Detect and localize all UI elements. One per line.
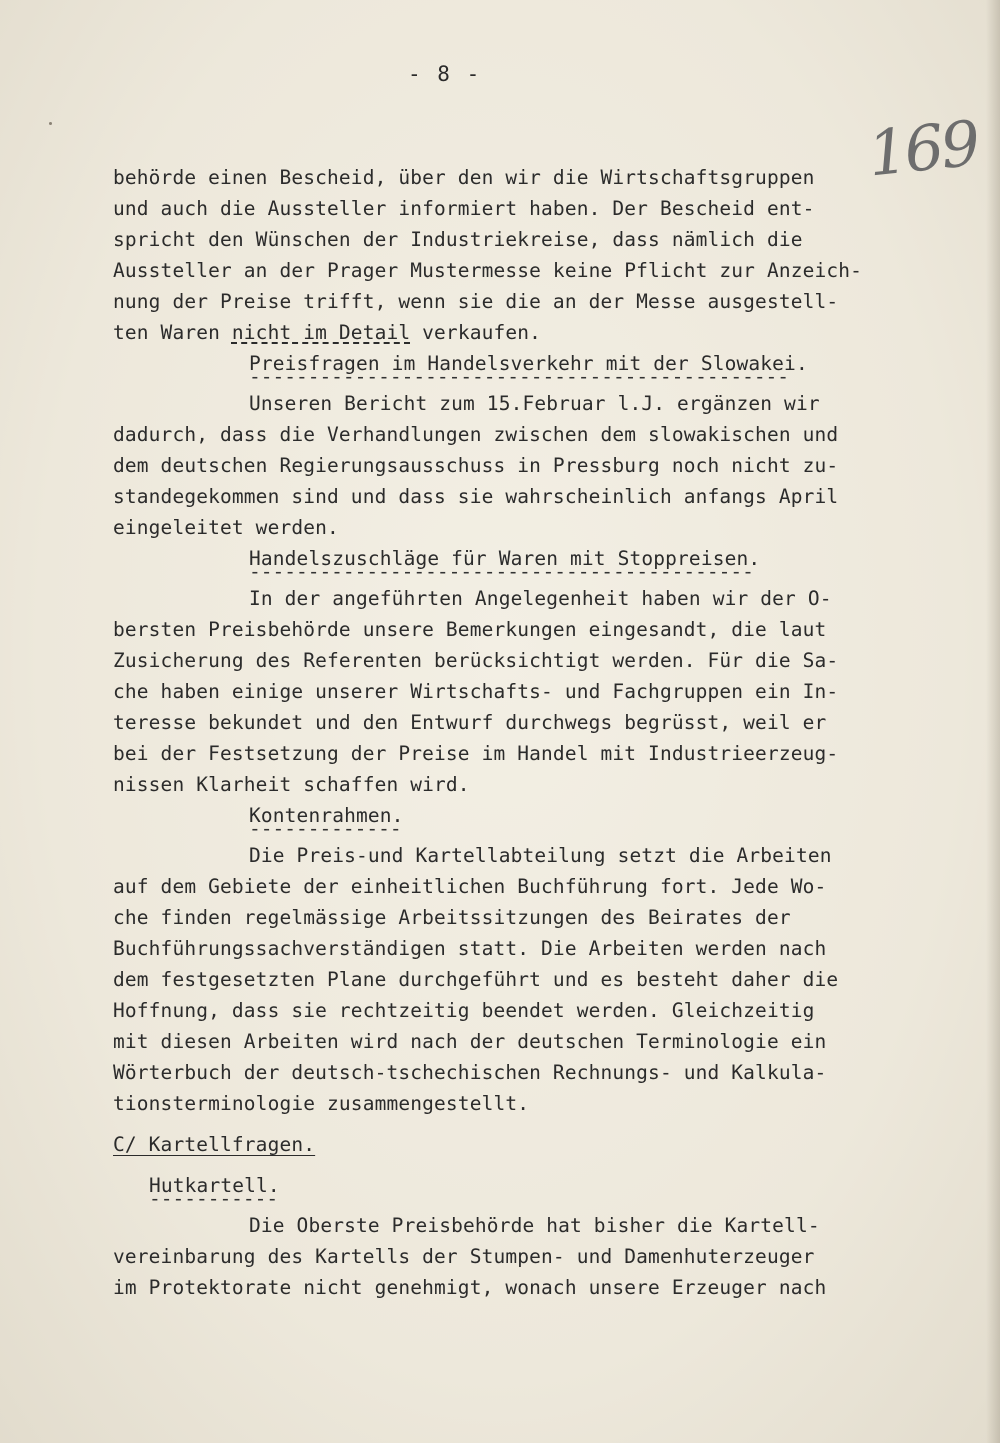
- text-line: bei der Festsetzung der Preise im Handel mit Industrieerzeug-: [113, 742, 839, 765]
- text-line: und auch die Aussteller informiert haben. Der Bescheid ent-: [113, 197, 815, 220]
- heading-underline: [113, 372, 893, 381]
- text-line: Die Preis-und Kartellabteilung setzt die Arbeiten: [249, 844, 832, 867]
- text-line: Buchführungssachverständigen statt. Die Arbeiten werden nach: [113, 937, 827, 960]
- part-heading: [113, 1129, 893, 1160]
- text-line: bersten Preisbehörde unsere Bemerkungen eingesandt, die laut: [113, 618, 827, 641]
- text-line: teresse bekundet und den Entwurf durchwegs begrüsst, weil er: [113, 711, 827, 734]
- text-line: mit diesen Arbeiten wird nach der deutschen Terminologie ein: [113, 1030, 827, 1053]
- text-line: spricht den Wünschen der Industriekreise, dass nämlich die: [113, 228, 803, 251]
- spacer: [113, 1160, 893, 1170]
- text-line: Wörterbuch der deutsch-tschechischen Rechnungs- und Kalkula-: [113, 1061, 827, 1084]
- text-line: nung der Preise trifft, wenn sie die an der Messe ausgestell-: [113, 290, 839, 313]
- text-line: In der angeführten Angelegenheit haben wir der O-: [249, 587, 832, 610]
- heading-underline: [113, 1194, 893, 1203]
- text-fragment: ten Waren: [113, 321, 232, 344]
- text-line: nissen Klarheit schaffen wird.: [113, 773, 470, 796]
- section-heading: Preisfragen im Handelsverkehr mit der Slowakei.: [249, 352, 808, 375]
- text-line: dadurch, dass die Verhandlungen zwischen dem slowakischen und: [113, 423, 839, 446]
- text-line: dem festgesetzten Plane durchgeführt und es besteht daher die: [113, 968, 839, 991]
- text-line: dem deutschen Regierungsausschuss in Pressburg noch nicht zu-: [113, 454, 839, 477]
- text-fragment: verkaufen.: [410, 321, 542, 344]
- text-line: auf dem Gebiete der einheitlichen Buchführung fort. Jede Wo-: [113, 875, 827, 898]
- paper-speck: [49, 122, 52, 125]
- text-line: im Protektorate nicht genehmigt, wonach unsere Erzeuger nach: [113, 1276, 827, 1299]
- text-line: che haben einige unserer Wirtschafts- und Fachgruppen ein In-: [113, 680, 839, 703]
- text-line: Hoffnung, dass sie rechtzeitig beendet werden. Gleichzeitig: [113, 999, 815, 1022]
- page-number: - 8 -: [408, 62, 482, 86]
- text-line: Die Oberste Preisbehörde hat bisher die Kartell-: [249, 1214, 820, 1237]
- text-line: [113, 317, 893, 348]
- text-line: Unseren Bericht zum 15.Februar l.J. ergänzen wir: [249, 392, 820, 415]
- subsection-heading: Hutkartell.: [149, 1174, 280, 1197]
- section-heading: Handelszuschläge für Waren mit Stoppreisen.: [249, 547, 761, 570]
- text-line: behörde einen Bescheid, über den wir die Wirtschaftsgruppen: [113, 166, 815, 189]
- part-heading-text: C/ Kartellfragen.: [113, 1133, 316, 1156]
- spacer: [113, 1119, 893, 1129]
- text-line: che finden regelmässige Arbeitssitzungen des Beirates der: [113, 906, 791, 929]
- heading-underline: [113, 824, 893, 833]
- heading-underline: [113, 567, 893, 576]
- section-heading: Kontenrahmen.: [249, 804, 404, 827]
- text-line: Aussteller an der Prager Mustermesse keine Pflicht zur Anzeich-: [113, 259, 863, 282]
- text-line: Zusicherung des Referenten berücksichtigt werden. Für die Sa-: [113, 649, 839, 672]
- handwritten-archive-number: 169: [864, 106, 981, 191]
- text-line: eingeleitet werden.: [113, 516, 339, 539]
- emphasized-phrase: nicht im Detail: [231, 321, 411, 344]
- text-line: vereinbarung des Kartells der Stumpen- und Damenhuterzeuger: [113, 1245, 815, 1268]
- text-line: tionsterminologie zusammengestellt.: [113, 1092, 530, 1115]
- document-body: [113, 162, 893, 1303]
- text-line: standegekommen sind und dass sie wahrscheinlich anfangs April: [113, 485, 839, 508]
